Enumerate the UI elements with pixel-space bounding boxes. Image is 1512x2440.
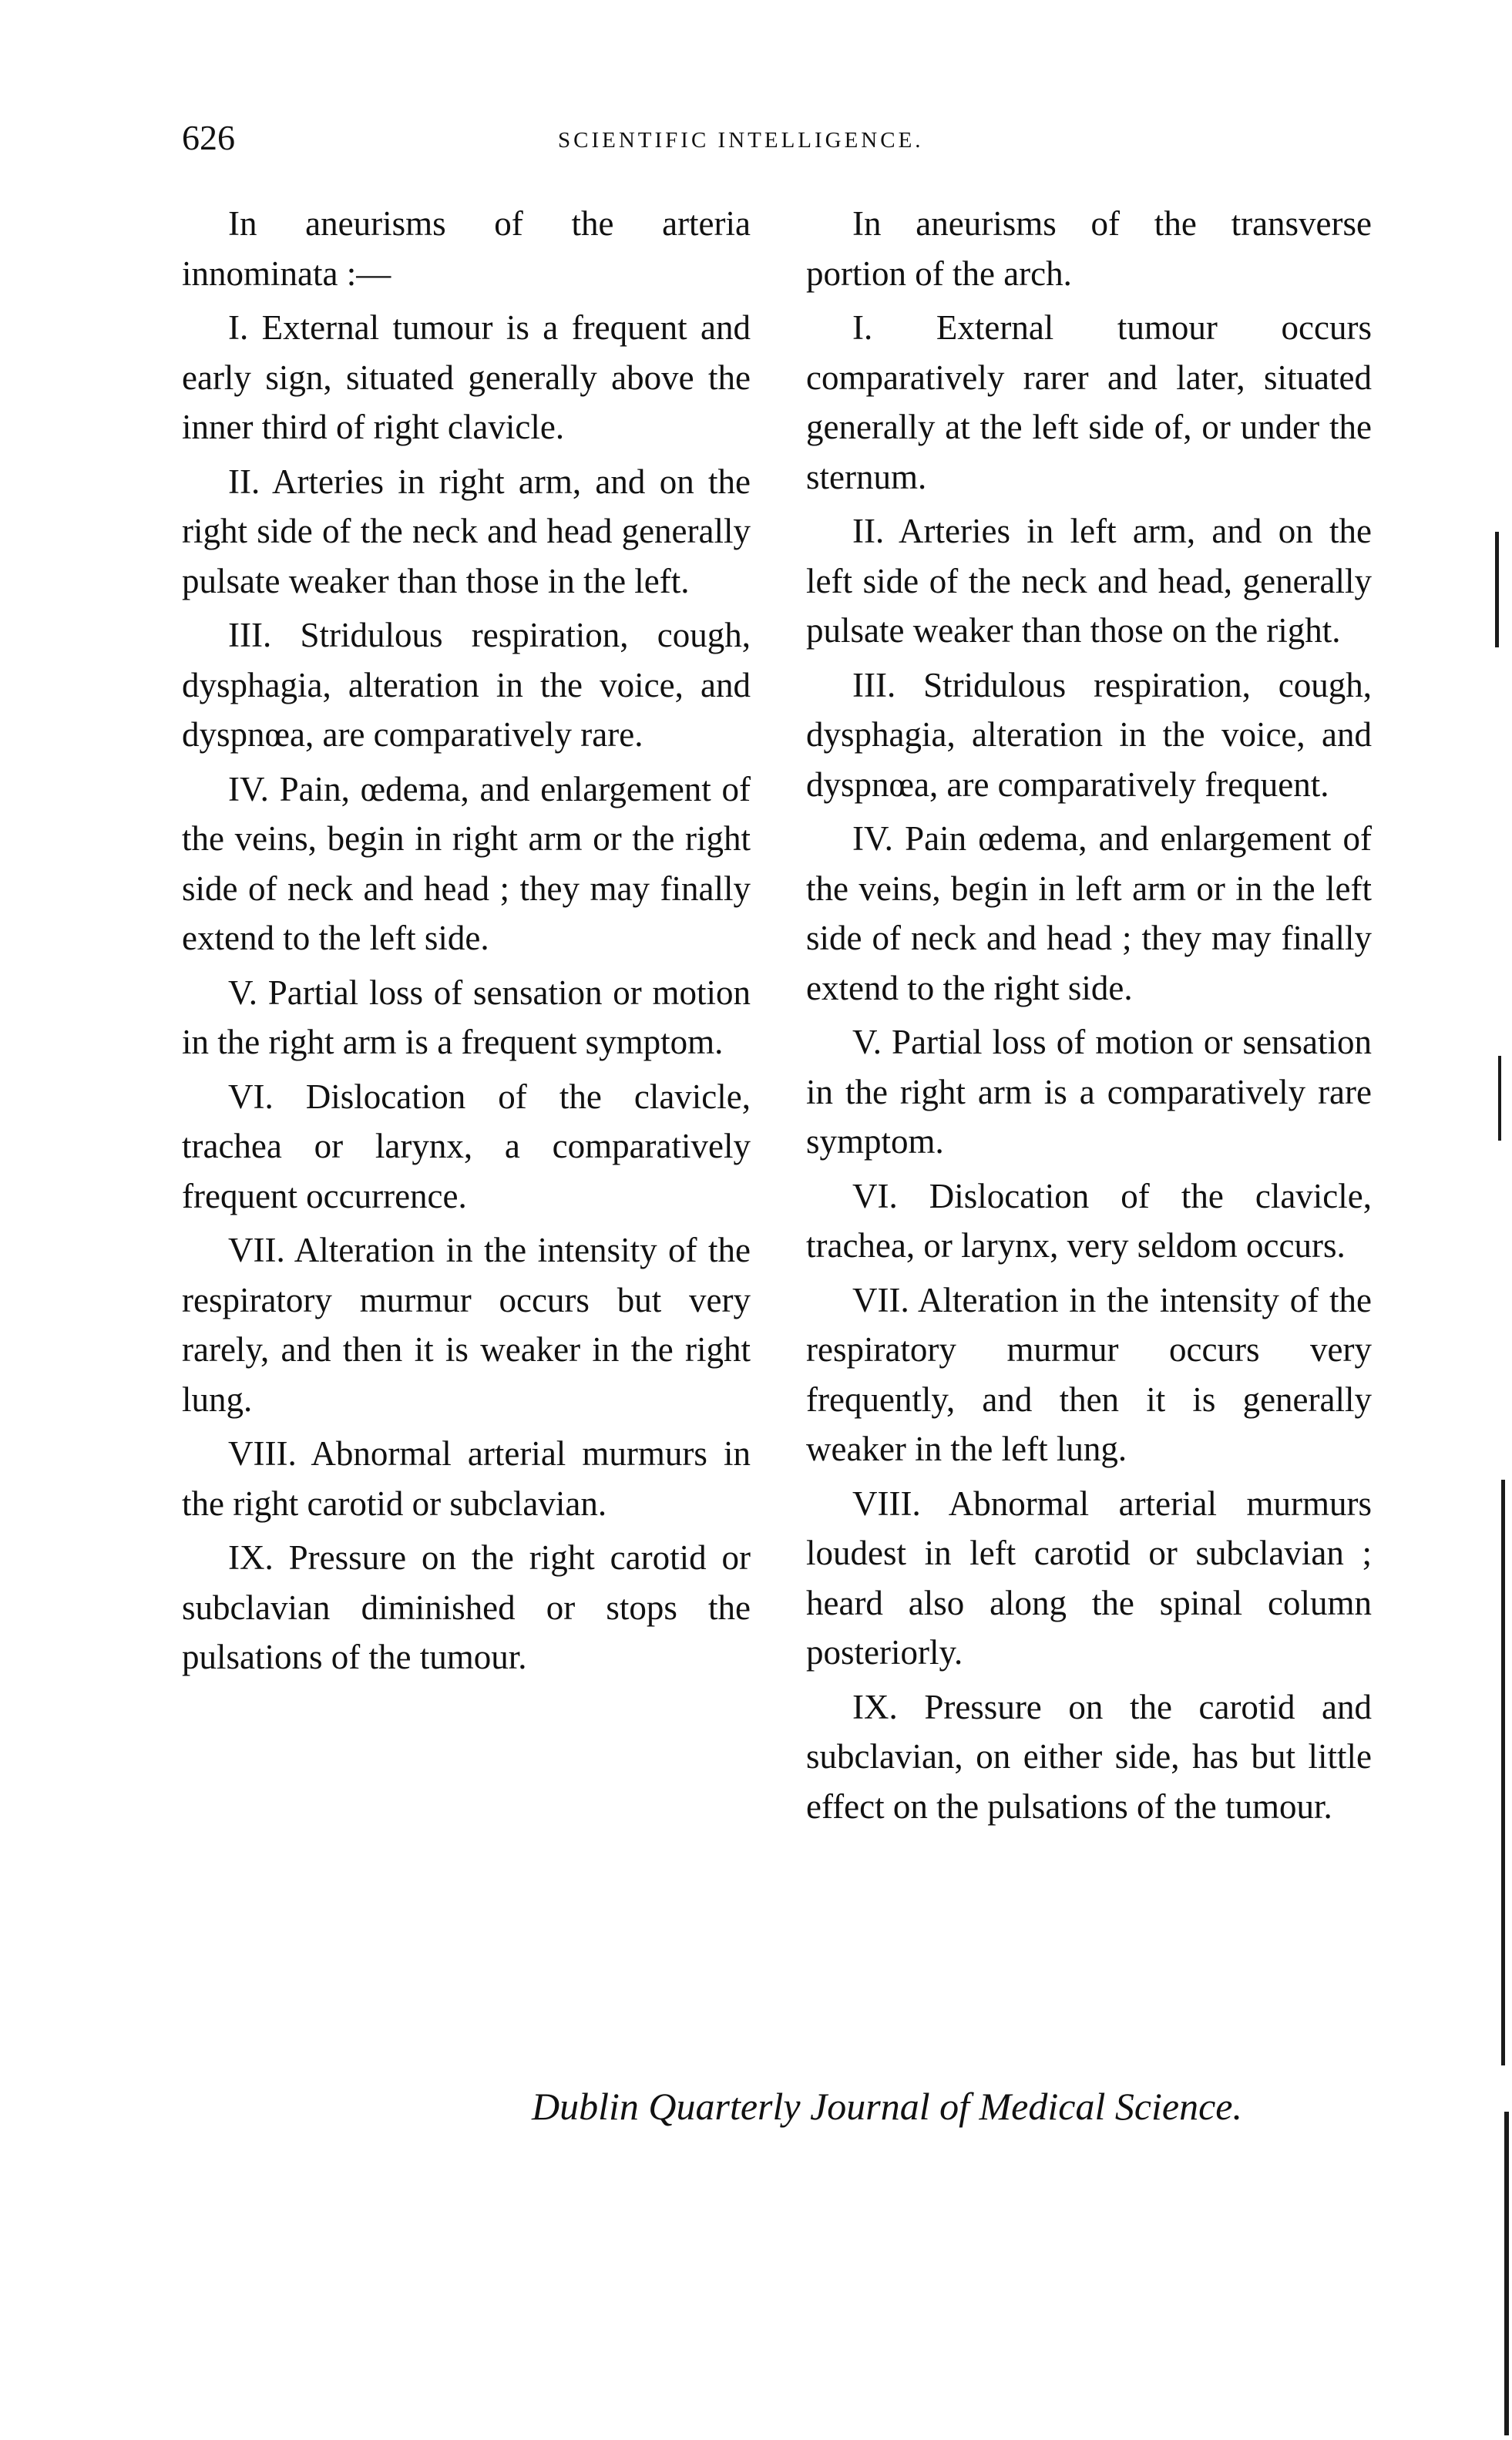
right-item-3: III. Stridulous respiration, cough, dysphagia, alteration in the voice, and dyspnœa, are comparatively frequent. [806,665,1372,804]
left-item-4: IV. Pain, œdema, and enlargement of the veins, begin in right arm or the right side of neck and head ; they may finally extend to the left side. [182,769,751,957]
right-item-8: VIII. Abnormal arterial murmurs loudest in left carotid or subclavian ; heard also along the spinal column posteriorly. [806,1484,1372,1672]
left-column-innominata [182,199,751,1687]
left-item-3: III. Stridulous respiration, cough, dysphagia, alteration in the voice, and dyspnœa, are comparatively rare. [182,616,751,754]
right-column-transverse-arch [806,199,1372,1836]
page-edge-mark [1501,1480,1505,2065]
right-item-2: II. Arteries in left arm, and on the left side of the neck and head, generally pulsate weaker than those on the right. [806,512,1372,650]
page-header [182,117,1369,171]
left-item-5: V. Partial loss of sensation or motion in the right arm is a frequent symptom. [182,973,751,1061]
source-citation: Dublin Quarterly Journal of Medical Science. [532,2085,1242,2128]
page-number: 626 [182,118,235,157]
left-item-6: VI. Dislocation of the clavicle, trachea or larynx, a comparatively frequent occurrence. [182,1077,751,1215]
right-column-intro: In aneurisms of the transverse portion of the arch. [806,204,1372,293]
left-item-7: VII. Alteration in the intensity of the respiratory murmur occurs but very rarely, and then it is weaker in the right lung. [182,1231,751,1419]
left-column-intro: In aneurisms of the arteria innominata :— [182,204,751,293]
left-item-8: VIII. Abnormal arterial murmurs in the right carotid or subclavian. [182,1434,751,1523]
left-item-2: II. Arteries in right arm, and on the right side of the neck and head generally pulsate weaker than those in the left. [182,462,751,600]
right-item-1: I. External tumour occurs comparatively rarer and later, situated generally at the left side of, or under the sternum. [806,308,1372,496]
right-item-5: V. Partial loss of motion or sensation in the right arm is a comparatively rare symptom. [806,1023,1372,1161]
right-item-6: VI. Dislocation of the clavicle, trachea, or larynx, very seldom occurs. [806,1176,1372,1265]
right-item-4: IV. Pain œdema, and enlargement of the veins, begin in left arm or in the left side of neck and head ; they may finally extend to the right side. [806,819,1372,1007]
running-head: SCIENTIFIC INTELLIGENCE. [558,128,924,153]
left-item-9: IX. Pressure on the right carotid or subclavian diminished or stops the pulsations of the tumour. [182,1538,751,1676]
right-item-7: VII. Alteration in the intensity of the respiratory murmur occurs very frequently, and then it is generally weaker in the left lung. [806,1280,1372,1468]
page-edge-mark [1495,532,1499,647]
left-item-1: I. External tumour is a frequent and early sign, situated generally above the inner third of right clavicle. [182,308,751,446]
page-edge-mark [1504,2112,1509,2435]
page-edge-mark [1498,1056,1501,1141]
right-item-9: IX. Pressure on the carotid and subclavian, on either side, has but little effect on the pulsations of the tumour. [806,1687,1372,1826]
